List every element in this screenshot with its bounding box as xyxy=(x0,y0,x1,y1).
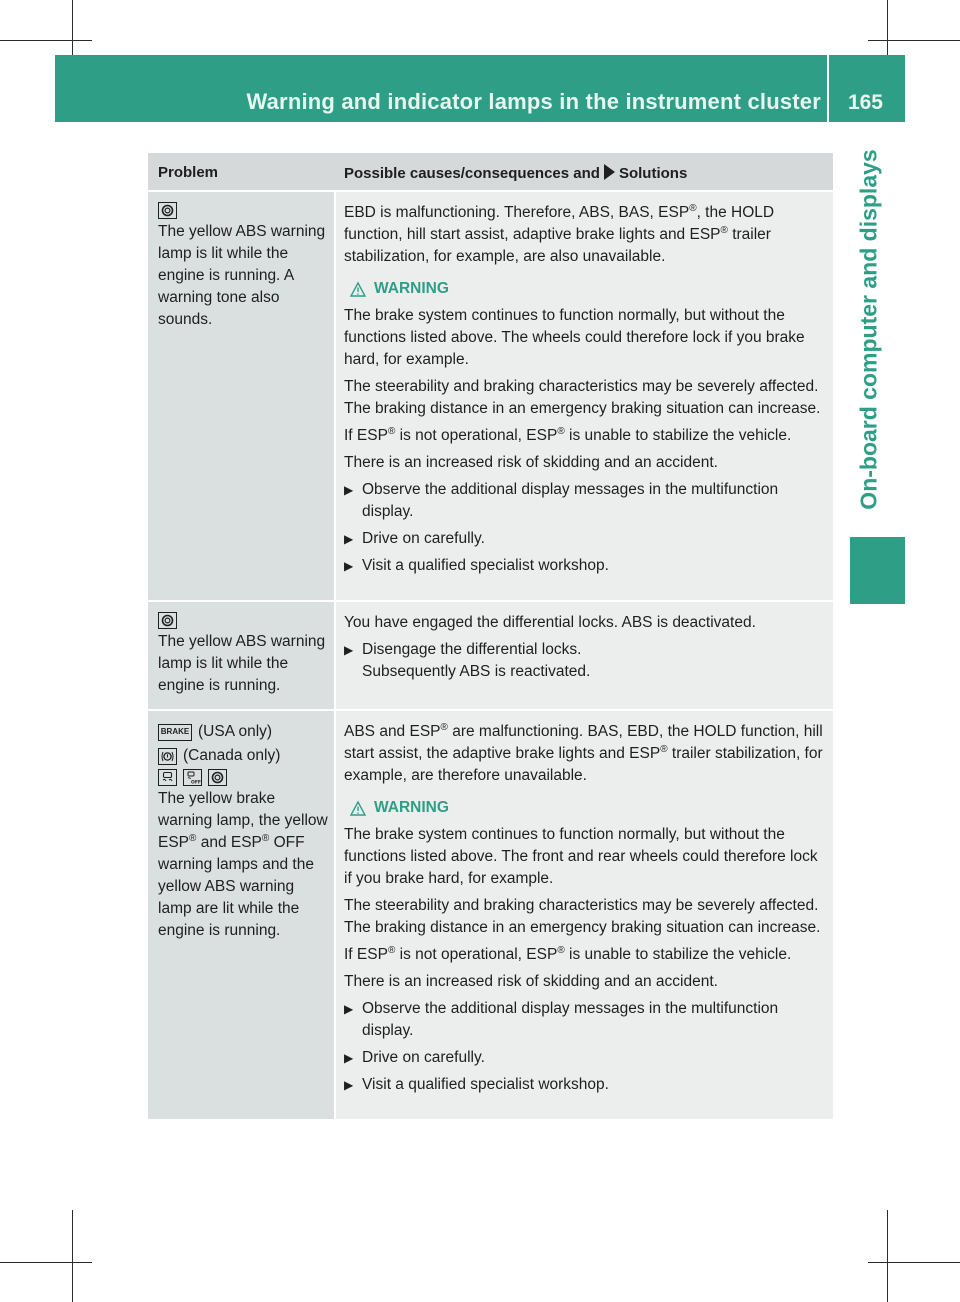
warning-triangle-icon xyxy=(350,282,366,297)
crop-mark xyxy=(887,1210,888,1302)
svg-text:OFF: OFF xyxy=(191,780,201,786)
crop-mark xyxy=(868,1262,960,1263)
table-header xyxy=(148,153,833,190)
cause-text: ABS and ESP® are malfunctioning. BAS, EBD, the HOLD function, hill start assist, the adaptive brake lights and ESP® trailer stabilization, for example, are therefore unavailable. xyxy=(344,721,823,784)
step-item: ▶ Visit a qualified specialist workshop. xyxy=(344,555,827,577)
solution-cell xyxy=(336,602,833,709)
step-arrow-icon: ▶ xyxy=(344,1078,354,1092)
warning-text: There is an increased risk of skidding and an accident. xyxy=(344,454,718,471)
step-arrow-icon: ▶ xyxy=(344,1051,354,1065)
warning-heading: WARNING xyxy=(344,797,827,819)
problem-text: The yellow ABS warning lamp is lit while the engine is running. xyxy=(158,633,326,694)
step-arrow-icon: ▶ xyxy=(344,483,354,497)
crop-mark xyxy=(0,1262,92,1263)
problem-cell xyxy=(148,711,334,1119)
warning-lamps-table xyxy=(148,153,833,1119)
problem-cell xyxy=(148,192,334,600)
step-arrow-icon: ▶ xyxy=(344,643,354,657)
warning-text: There is an increased risk of skidding and an accident. xyxy=(344,973,718,990)
section-tab xyxy=(833,122,905,537)
page-header xyxy=(55,55,905,122)
warning-text: The brake system continues to function normally, but without the functions listed above. The wheels could therefore lock if you brake hard, for example. xyxy=(344,307,805,368)
esp-icon xyxy=(158,769,177,786)
step-item: ▶ Disengage the differential locks. Subsequently ABS is reactivated. xyxy=(344,639,827,683)
canada-brake-icon xyxy=(158,748,177,765)
warning-text: The brake system continues to function normally, but without the functions listed above. The front and rear wheels could therefore lock if you brake hard, for example. xyxy=(344,826,818,887)
usa-only-label: (USA only) xyxy=(198,723,273,740)
warning-text: If ESP® is not operational, ESP® is unable to stabilize the vehicle. xyxy=(344,425,792,444)
section-tab-label: On-board computer and displays xyxy=(855,149,882,510)
crop-mark xyxy=(72,1210,73,1302)
abs-warning-icon xyxy=(208,769,227,786)
cause-text: EBD is malfunctioning. Therefore, ABS, BAS, ESP®, the HOLD function, hill start assist, adaptive brake lights and ESP® trailer stabilization, for example, are also unavailable. xyxy=(344,202,775,265)
step-arrow-icon xyxy=(604,164,615,180)
section-marker xyxy=(850,537,905,604)
step-item: ▶ Drive on carefully. xyxy=(344,1047,827,1069)
page-title: Warning and indicator lamps in the instrument cluster xyxy=(246,89,821,114)
cause-text: You have engaged the differential locks. ABS is deactivated. xyxy=(344,614,756,631)
crop-mark xyxy=(0,40,92,41)
table-row xyxy=(148,602,833,709)
step-arrow-icon: ▶ xyxy=(344,1002,354,1016)
header-divider xyxy=(827,55,829,122)
esp-off-icon xyxy=(183,769,202,786)
column-header-solutions-label: Solutions xyxy=(618,165,688,182)
problem-text: The yellow brake warning lamp, the yellow ESP® and ESP® OFF warning lamps and the yellow ABS warning lamp are lit while the engine is running. xyxy=(158,790,328,939)
warning-heading: WARNING xyxy=(344,278,827,300)
table-row xyxy=(148,711,833,1119)
step-item: ▶ Observe the additional display messages in the multifunction display. xyxy=(344,479,827,523)
warning-text: The steerability and braking characteristics may be severely affected. The braking distance in an emergency braking situation can increase. xyxy=(344,378,821,417)
problem-text: The yellow ABS warning lamp is lit while the engine is running. A warning tone also sounds. xyxy=(158,223,326,328)
column-header-solutions xyxy=(336,153,833,190)
warning-text: The steerability and braking characteristics may be severely affected. The braking distance in an emergency braking situation can increase. xyxy=(344,897,821,936)
problem-cell xyxy=(148,602,334,709)
abs-warning-icon xyxy=(158,202,177,219)
step-item: ▶ Drive on carefully. xyxy=(344,528,827,550)
solution-cell xyxy=(336,711,833,1119)
step-item: ▶ Observe the additional display messages in the multifunction display. xyxy=(344,998,827,1042)
step-item: ▶ Visit a qualified specialist workshop. xyxy=(344,1074,827,1096)
abs-warning-icon xyxy=(158,612,177,629)
solution-cell xyxy=(336,192,833,600)
page-number: 165 xyxy=(847,91,883,114)
warning-text: If ESP® is not operational, ESP® is unable to stabilize the vehicle. xyxy=(344,944,792,963)
table-row xyxy=(148,192,833,600)
step-arrow-icon: ▶ xyxy=(344,532,354,546)
canada-only-label: (Canada only) xyxy=(183,747,281,764)
crop-mark xyxy=(868,40,960,41)
column-header-problem: Problem xyxy=(158,164,219,181)
step-arrow-icon: ▶ xyxy=(344,559,354,573)
column-header-causes: Possible causes/consequences and xyxy=(344,165,600,182)
warning-triangle-icon xyxy=(350,801,366,816)
brake-warning-icon: BRAKE xyxy=(158,724,192,741)
